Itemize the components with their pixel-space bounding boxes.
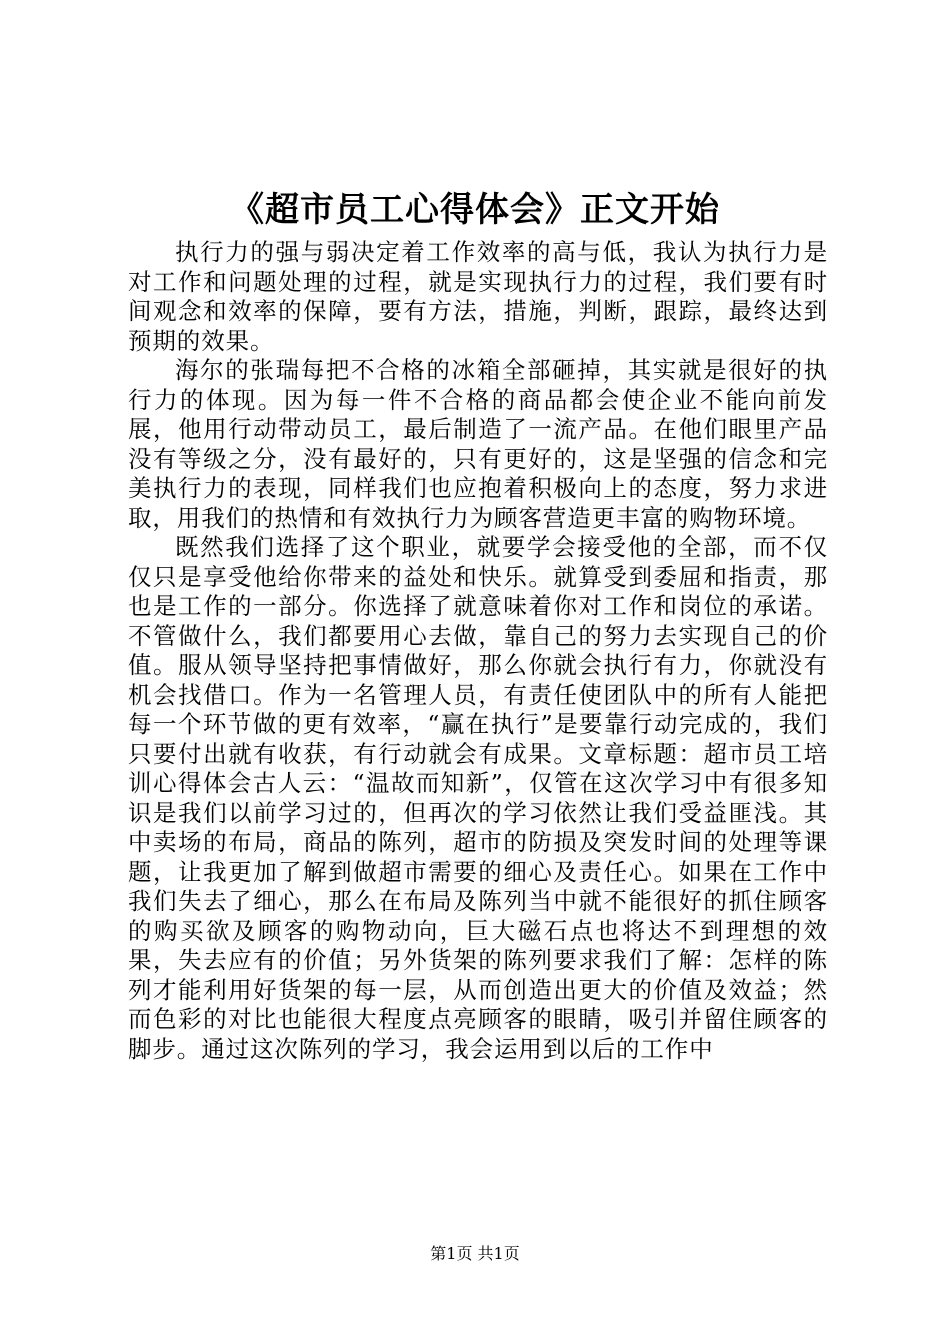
page-number-footer: 第1页 共1页 (430, 1244, 520, 1263)
document-title: 《超市员工心得体会》正文开始 (230, 190, 720, 230)
paragraph-2: 海尔的张瑞每把不合格的冰箱全部砸掉，其实就是很好的执行力的体现。因为每一件不合格的商品都会使企业不能向前发展，他用行动带动员工，最后制造了一流产品。在他们眼里产品没有等级之分，没有最好的，只有更好的，这是坚强的信念和完美执行力的表现，同样我们也应抱着积极向上的态度，努力求进取，用我们的热情和有效执行力为顾客营造更丰富的购物环境。 (128, 356, 828, 532)
paragraph-3: 既然我们选择了这个职业，就要学会接受他的全部，而不仅仅只是享受他给你带来的益处和快乐。就算受到委屈和指责，那也是工作的一部分。你选择了就意味着你对工作和岗位的承诺。不管做什么，我们都要用心去做，靠自己的努力去实现自己的价值。服从领导坚持把事情做好，那么你就会执行有力，你就没有机会找借口。作为一名管理人员，有责任使团队中的所有人能把每一个环节做的更有效率，“赢在执行”是要靠行动完成的，我们只要付出就有收获，有行动就会有成果。文章标题：超市员工培训心得体会古人云：“温故而知新”，仅管在这次学习中有很多知识是我们以前学习过的，但再次的学习依然让我们受益匪浅。其中卖场的布局，商品的陈列，超市的防损及突发时间的处理等课题，让我更加了解到做超市需要的细心及责任心。如果在工作中我们失去了细心，那么在布局及陈列当中就不能很好的抓住顾客的购买欲及顾客的购物动向，巨大磁石点也将达不到理想的效果，失去应有的价值；另外货架的陈列要求我们了解：怎样的陈列才能利用好货架的每一层，从而创造出更大的价值及效益；然而色彩的对比也能很大程度点亮顾客的眼睛，吸引并留住顾客的脚步。通过这次陈列的学习，我会运用到以后的工作中 (128, 533, 828, 1063)
document-body (128, 238, 828, 1064)
paragraph-1: 执行力的强与弱决定着工作效率的高与低，我认为执行力是对工作和问题处理的过程，就是实现执行力的过程，我们要有时间观念和效率的保障，要有方法，措施，判断，跟踪，最终达到预期的效果。 (128, 238, 828, 355)
